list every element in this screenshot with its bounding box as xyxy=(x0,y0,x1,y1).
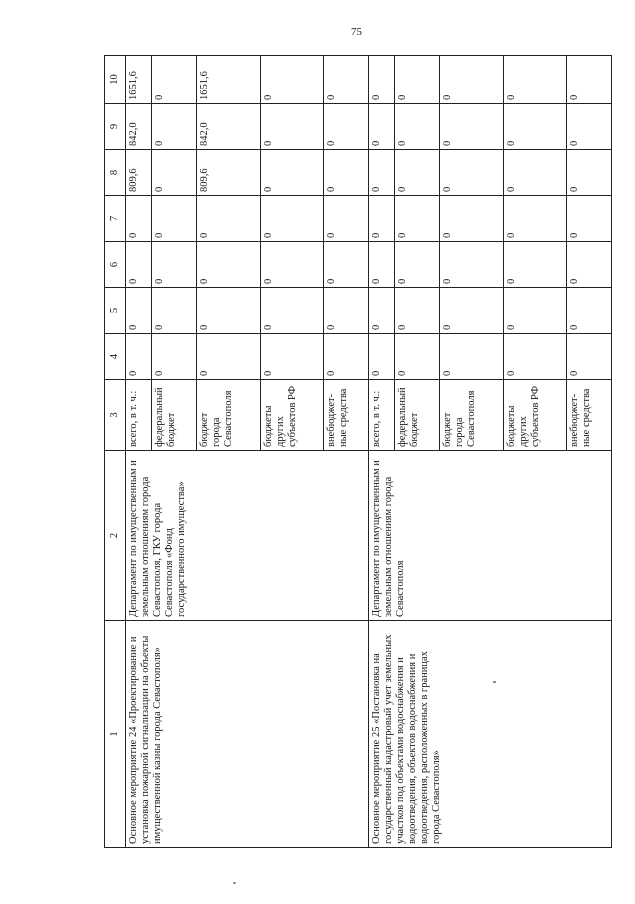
executor-cell: Департамент по имущественным и земельным отношениям города Севастополя xyxy=(368,451,611,621)
column-number: 10 xyxy=(105,56,126,104)
column-number: 2 xyxy=(105,451,126,621)
column-number: 9 xyxy=(105,104,126,150)
value-cell: 0 xyxy=(368,150,394,196)
value-cell: 0 xyxy=(152,242,197,288)
value-cell: 1651,6 xyxy=(126,56,152,104)
value-cell: 0 xyxy=(260,104,323,150)
value-cell: 0 xyxy=(503,196,566,242)
value-cell: 0 xyxy=(440,334,503,380)
value-cell: 0 xyxy=(197,334,260,380)
value-cell: 0 xyxy=(440,104,503,150)
value-cell: 0 xyxy=(503,56,566,104)
value-cell: 0 xyxy=(324,56,369,104)
value-cell: 0 xyxy=(368,56,394,104)
value-cell: 0 xyxy=(324,150,369,196)
value-cell: 0 xyxy=(395,56,440,104)
value-cell: 0 xyxy=(152,104,197,150)
column-number: 4 xyxy=(105,334,126,380)
value-cell: 0 xyxy=(324,242,369,288)
value-cell: 0 xyxy=(152,334,197,380)
funding-source-cell: всего, в т. ч.: xyxy=(126,380,152,451)
value-cell: 0 xyxy=(126,334,152,380)
value-cell: 0 xyxy=(503,334,566,380)
rotated-table-container xyxy=(104,56,612,848)
value-cell: 0 xyxy=(126,242,152,288)
value-cell: 0 xyxy=(324,334,369,380)
value-cell: 0 xyxy=(567,104,612,150)
funding-source-cell: внебюджет-ные средства xyxy=(324,380,369,451)
funding-source-cell: федеральный бюджет xyxy=(152,380,197,451)
value-cell: 0 xyxy=(368,196,394,242)
value-cell: 0 xyxy=(440,196,503,242)
value-cell: 1651,6 xyxy=(197,56,260,104)
value-cell: 0 xyxy=(126,288,152,334)
activity-cell: Основное мероприятие 25 «Постановка на государственный кадастровый учет земельных участков под объектами водоснабжения и водоотведения, объектов водоснабжения и водоотведения, расположенных в границах города Севастополя» xyxy=(368,621,611,848)
value-cell: 0 xyxy=(567,242,612,288)
value-cell: 0 xyxy=(368,242,394,288)
value-cell: 0 xyxy=(260,56,323,104)
activity-cell: Основное мероприятие 24 «Проектирование и установка пожарной сигнализации на объекты имущественной казны города Севастополя» xyxy=(126,621,369,848)
value-cell: 0 xyxy=(260,196,323,242)
column-number: 1 xyxy=(105,621,126,848)
value-cell: 0 xyxy=(440,150,503,196)
value-cell: 0 xyxy=(503,242,566,288)
value-cell: 0 xyxy=(503,150,566,196)
value-cell: 0 xyxy=(152,150,197,196)
column-number: 7 xyxy=(105,196,126,242)
value-cell: 809,6 xyxy=(197,150,260,196)
funding-source-cell: бюджеты других субъектов РФ xyxy=(260,380,323,451)
value-cell: 0 xyxy=(395,104,440,150)
value-cell: 0 xyxy=(395,196,440,242)
funding-source-cell: всего, в т. ч.: xyxy=(368,380,394,451)
value-cell: 0 xyxy=(260,334,323,380)
funding-source-cell: бюджет города Севастополя xyxy=(197,380,260,451)
scan-artifact xyxy=(493,681,496,683)
value-cell: 0 xyxy=(567,56,612,104)
value-cell: 0 xyxy=(440,56,503,104)
value-cell: 0 xyxy=(567,196,612,242)
scan-artifact xyxy=(233,882,236,884)
value-cell: 0 xyxy=(368,104,394,150)
funding-source-cell: бюджеты других субъектов РФ xyxy=(503,380,566,451)
page-number: 75 xyxy=(351,26,362,38)
value-cell: 0 xyxy=(126,196,152,242)
value-cell: 0 xyxy=(197,288,260,334)
value-cell: 0 xyxy=(260,242,323,288)
value-cell: 0 xyxy=(395,150,440,196)
funding-source-cell: внебюджет-ные средства xyxy=(567,380,612,451)
funding-source-cell: бюджет города Севастополя xyxy=(440,380,503,451)
value-cell: 0 xyxy=(395,242,440,288)
value-cell: 842,0 xyxy=(126,104,152,150)
value-cell: 0 xyxy=(152,288,197,334)
value-cell: 0 xyxy=(440,288,503,334)
value-cell: 0 xyxy=(368,288,394,334)
column-number: 5 xyxy=(105,288,126,334)
value-cell: 0 xyxy=(567,150,612,196)
value-cell: 0 xyxy=(368,334,394,380)
budget-table xyxy=(104,55,612,848)
value-cell: 0 xyxy=(395,334,440,380)
value-cell: 0 xyxy=(152,196,197,242)
value-cell: 0 xyxy=(260,288,323,334)
value-cell: 0 xyxy=(197,242,260,288)
table-row xyxy=(368,56,394,848)
table-row xyxy=(126,56,152,848)
value-cell: 0 xyxy=(152,56,197,104)
column-number: 6 xyxy=(105,242,126,288)
value-cell: 0 xyxy=(440,242,503,288)
value-cell: 0 xyxy=(503,104,566,150)
value-cell: 0 xyxy=(567,288,612,334)
value-cell: 0 xyxy=(197,196,260,242)
value-cell: 0 xyxy=(324,104,369,150)
value-cell: 809,6 xyxy=(126,150,152,196)
value-cell: 0 xyxy=(567,334,612,380)
value-cell: 0 xyxy=(324,288,369,334)
value-cell: 0 xyxy=(324,196,369,242)
column-number: 3 xyxy=(105,380,126,451)
value-cell: 0 xyxy=(260,150,323,196)
funding-source-cell: федеральный бюджет xyxy=(395,380,440,451)
value-cell: 0 xyxy=(503,288,566,334)
column-number-row xyxy=(105,56,126,848)
executor-cell: Департамент по имущественным и земельным отношениям города Севастополя, ГКУ города Севастополя «Фонд государственного имущества» xyxy=(126,451,369,621)
column-number: 8 xyxy=(105,150,126,196)
value-cell: 842,0 xyxy=(197,104,260,150)
value-cell: 0 xyxy=(395,288,440,334)
